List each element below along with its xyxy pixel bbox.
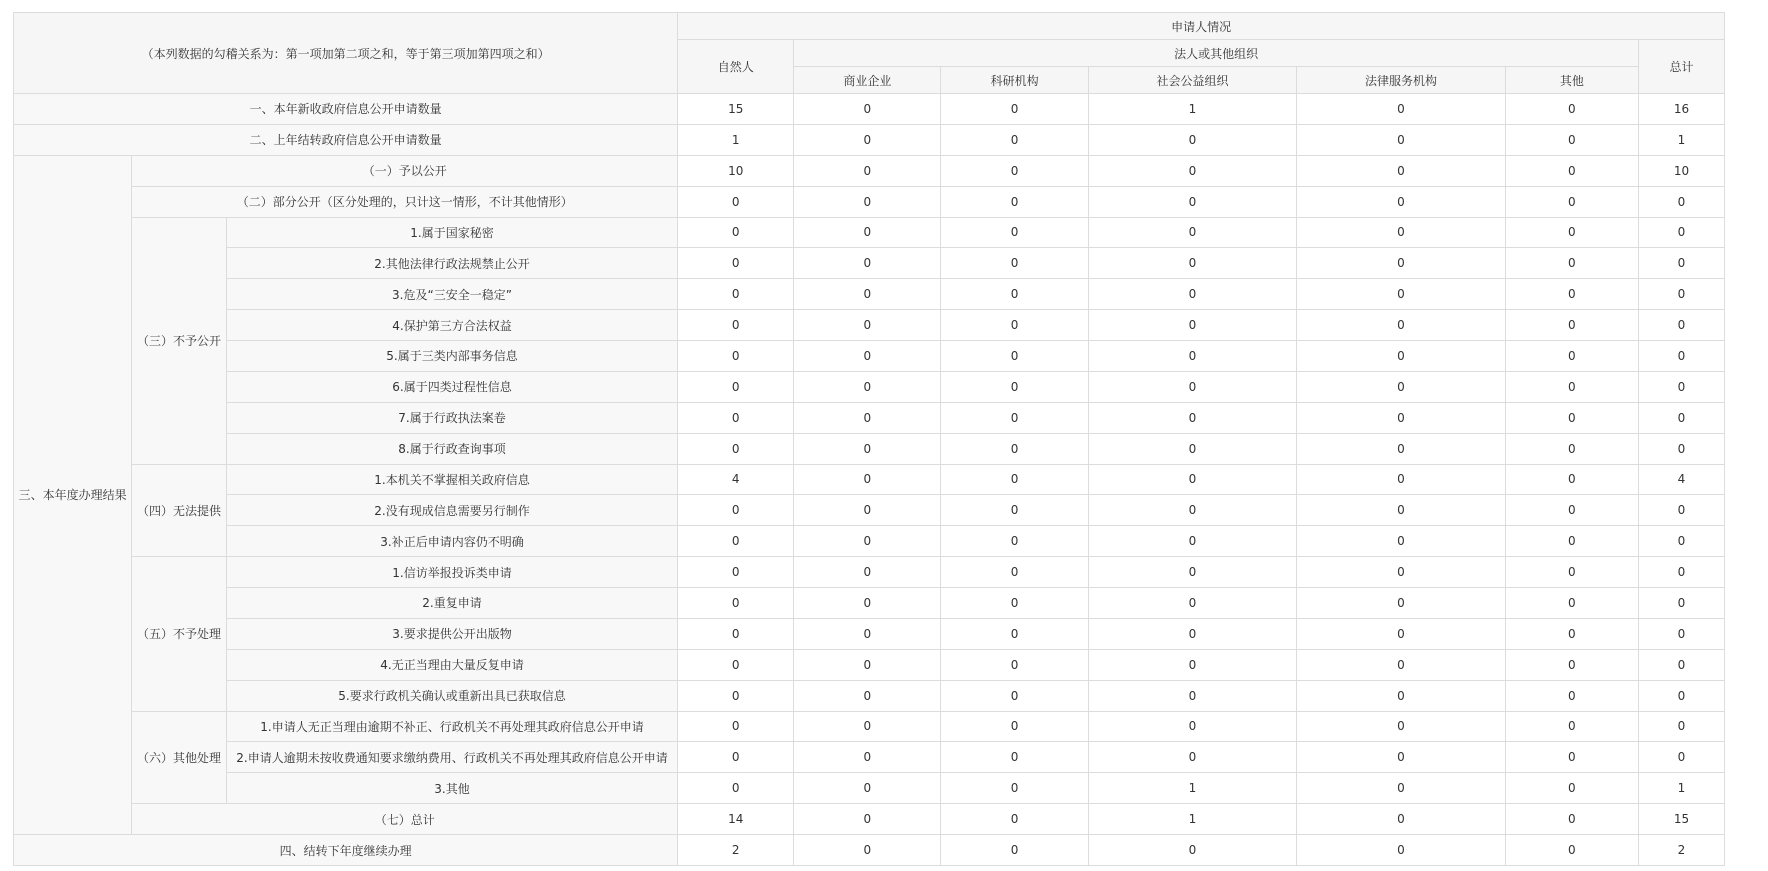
group-other-handling: （六）其他处理 — [132, 711, 227, 804]
value-cell: 1 — [678, 124, 794, 155]
value-cell: 0 — [1088, 248, 1296, 279]
value-cell: 0 — [941, 588, 1088, 619]
table-row — [14, 649, 1725, 680]
value-cell: 0 — [1505, 464, 1638, 495]
value-cell: 0 — [1088, 371, 1296, 402]
value-cell: 2 — [1638, 835, 1724, 866]
header-other: 其他 — [1505, 67, 1638, 94]
row-label: 2.没有现成信息需要另行制作 — [226, 495, 677, 526]
row-label: 3.要求提供公开出版物 — [226, 618, 677, 649]
value-cell: 0 — [794, 371, 941, 402]
value-cell: 0 — [1088, 155, 1296, 186]
row-label: 一、本年新收政府信息公开申请数量 — [14, 94, 678, 125]
value-cell: 0 — [1297, 526, 1505, 557]
value-cell: 0 — [1505, 341, 1638, 372]
value-cell: 0 — [941, 124, 1088, 155]
value-cell: 0 — [1088, 711, 1296, 742]
row-label: 1.申请人无正当理由逾期不补正、行政机关不再处理其政府信息公开申请 — [226, 711, 677, 742]
table-row — [14, 742, 1725, 773]
value-cell: 0 — [1297, 155, 1505, 186]
value-cell: 0 — [941, 217, 1088, 248]
group-annual-result: 三、本年度办理结果 — [14, 155, 132, 834]
value-cell: 0 — [678, 341, 794, 372]
value-cell: 0 — [794, 649, 941, 680]
row-label: 5.属于三类内部事务信息 — [226, 341, 677, 372]
value-cell: 0 — [1638, 618, 1724, 649]
table-header — [14, 13, 1725, 94]
value-cell: 0 — [794, 835, 941, 866]
table-row — [14, 711, 1725, 742]
value-cell: 0 — [1505, 495, 1638, 526]
row-label: 6.属于四类过程性信息 — [226, 371, 677, 402]
value-cell: 0 — [794, 711, 941, 742]
value-cell: 0 — [941, 649, 1088, 680]
value-cell: 1 — [1088, 773, 1296, 804]
value-cell: 0 — [1505, 773, 1638, 804]
value-cell: 0 — [1638, 433, 1724, 464]
value-cell: 0 — [794, 804, 941, 835]
value-cell: 0 — [678, 279, 794, 310]
value-cell: 0 — [1088, 464, 1296, 495]
value-cell: 10 — [1638, 155, 1724, 186]
value-cell: 0 — [1505, 371, 1638, 402]
value-cell: 0 — [794, 186, 941, 217]
value-cell: 0 — [941, 804, 1088, 835]
value-cell: 0 — [1297, 742, 1505, 773]
value-cell: 0 — [1638, 279, 1724, 310]
value-cell: 0 — [1297, 588, 1505, 619]
value-cell: 0 — [678, 742, 794, 773]
table-row — [14, 217, 1725, 248]
table-row — [14, 94, 1725, 125]
value-cell: 0 — [1088, 310, 1296, 341]
value-cell: 0 — [1088, 186, 1296, 217]
value-cell: 0 — [1088, 495, 1296, 526]
value-cell: 0 — [678, 711, 794, 742]
value-cell: 0 — [794, 464, 941, 495]
row-label: 5.要求行政机关确认或重新出具已获取信息 — [226, 680, 677, 711]
value-cell: 0 — [1505, 680, 1638, 711]
value-cell: 0 — [678, 433, 794, 464]
value-cell: 0 — [1297, 186, 1505, 217]
row-label: （二）部分公开（区分处理的，只计这一情形，不计其他情形） — [132, 186, 678, 217]
value-cell: 0 — [794, 217, 941, 248]
value-cell: 0 — [1638, 526, 1724, 557]
value-cell: 0 — [1638, 742, 1724, 773]
value-cell: 0 — [678, 217, 794, 248]
value-cell: 0 — [1505, 279, 1638, 310]
value-cell: 0 — [941, 526, 1088, 557]
table-row — [14, 680, 1725, 711]
value-cell: 0 — [794, 680, 941, 711]
table-row — [14, 310, 1725, 341]
value-cell: 0 — [1297, 279, 1505, 310]
value-cell: 0 — [1638, 495, 1724, 526]
header-legal-person: 法人或其他组织 — [794, 40, 1639, 67]
table-row — [14, 495, 1725, 526]
value-cell: 0 — [1638, 248, 1724, 279]
value-cell: 15 — [678, 94, 794, 125]
value-cell: 0 — [941, 94, 1088, 125]
value-cell: 0 — [1088, 526, 1296, 557]
value-cell: 0 — [1638, 588, 1724, 619]
row-label: 2.其他法律行政法规禁止公开 — [226, 248, 677, 279]
value-cell: 0 — [794, 618, 941, 649]
value-cell: 0 — [941, 835, 1088, 866]
value-cell: 0 — [1088, 649, 1296, 680]
value-cell: 0 — [794, 248, 941, 279]
value-cell: 2 — [678, 835, 794, 866]
value-cell: 0 — [678, 495, 794, 526]
value-cell: 0 — [1638, 341, 1724, 372]
header-applicant: 申请人情况 — [678, 13, 1725, 40]
value-cell: 0 — [678, 557, 794, 588]
value-cell: 0 — [941, 155, 1088, 186]
value-cell: 0 — [1505, 402, 1638, 433]
value-cell: 0 — [1638, 186, 1724, 217]
value-cell: 0 — [794, 742, 941, 773]
table-row — [14, 371, 1725, 402]
value-cell: 0 — [1505, 618, 1638, 649]
value-cell: 0 — [1638, 711, 1724, 742]
value-cell: 0 — [1088, 433, 1296, 464]
value-cell: 14 — [678, 804, 794, 835]
row-label: 1.本机关不掌握相关政府信息 — [226, 464, 677, 495]
value-cell: 0 — [794, 94, 941, 125]
value-cell: 1 — [1088, 94, 1296, 125]
value-cell: 0 — [1088, 124, 1296, 155]
table-row — [14, 124, 1725, 155]
value-cell: 0 — [1297, 217, 1505, 248]
value-cell: 0 — [941, 341, 1088, 372]
value-cell: 0 — [794, 155, 941, 186]
value-cell: 0 — [1505, 248, 1638, 279]
value-cell: 0 — [941, 310, 1088, 341]
table-row — [14, 773, 1725, 804]
value-cell: 0 — [1297, 711, 1505, 742]
value-cell: 0 — [1088, 835, 1296, 866]
row-label: 3.其他 — [226, 773, 677, 804]
value-cell: 0 — [794, 279, 941, 310]
value-cell: 0 — [678, 402, 794, 433]
value-cell: 0 — [941, 371, 1088, 402]
row-label: 4.无正当理由大量反复申请 — [226, 649, 677, 680]
value-cell: 0 — [794, 310, 941, 341]
value-cell: 0 — [1297, 402, 1505, 433]
value-cell: 0 — [941, 402, 1088, 433]
row-label: 二、上年结转政府信息公开申请数量 — [14, 124, 678, 155]
value-cell: 0 — [1505, 557, 1638, 588]
table-row — [14, 588, 1725, 619]
group-unable-to-provide: （四）无法提供 — [132, 464, 227, 557]
value-cell: 0 — [941, 248, 1088, 279]
value-cell: 0 — [1297, 557, 1505, 588]
value-cell: 15 — [1638, 804, 1724, 835]
table-row — [14, 464, 1725, 495]
value-cell: 0 — [1297, 835, 1505, 866]
value-cell: 1 — [1638, 773, 1724, 804]
value-cell: 0 — [1297, 464, 1505, 495]
value-cell: 0 — [941, 711, 1088, 742]
value-cell: 0 — [1638, 649, 1724, 680]
value-cell: 0 — [1505, 742, 1638, 773]
row-label: 1.属于国家秘密 — [226, 217, 677, 248]
value-cell: 1 — [1088, 804, 1296, 835]
value-cell: 0 — [941, 618, 1088, 649]
value-cell: 0 — [1297, 124, 1505, 155]
value-cell: 0 — [1505, 94, 1638, 125]
table-row — [14, 804, 1725, 835]
value-cell: 0 — [1638, 557, 1724, 588]
value-cell: 0 — [678, 618, 794, 649]
value-cell: 0 — [941, 680, 1088, 711]
table-row — [14, 155, 1725, 186]
value-cell: 0 — [678, 773, 794, 804]
value-cell: 0 — [794, 773, 941, 804]
table-row — [14, 186, 1725, 217]
value-cell: 0 — [941, 186, 1088, 217]
value-cell: 0 — [1505, 217, 1638, 248]
value-cell: 0 — [1638, 371, 1724, 402]
value-cell: 0 — [678, 186, 794, 217]
value-cell: 0 — [1505, 155, 1638, 186]
row-label: 1.信访举报投诉类申请 — [226, 557, 677, 588]
row-label: （一）予以公开 — [132, 155, 678, 186]
table-row — [14, 526, 1725, 557]
value-cell: 0 — [1505, 804, 1638, 835]
table-row — [14, 557, 1725, 588]
value-cell: 0 — [1505, 310, 1638, 341]
value-cell: 0 — [678, 588, 794, 619]
value-cell: 0 — [1088, 618, 1296, 649]
value-cell: 0 — [1505, 835, 1638, 866]
value-cell: 0 — [941, 464, 1088, 495]
value-cell: 0 — [1088, 588, 1296, 619]
row-label: 四、结转下年度继续办理 — [14, 835, 678, 866]
value-cell: 1 — [1638, 124, 1724, 155]
value-cell: 0 — [1088, 557, 1296, 588]
table-row — [14, 402, 1725, 433]
value-cell: 0 — [1297, 804, 1505, 835]
value-cell: 0 — [794, 433, 941, 464]
value-cell: 0 — [1505, 588, 1638, 619]
value-cell: 0 — [1297, 649, 1505, 680]
value-cell: 0 — [1638, 680, 1724, 711]
value-cell: 0 — [794, 526, 941, 557]
group-not-disclosed: （三）不予公开 — [132, 217, 227, 464]
table-row — [14, 279, 1725, 310]
value-cell: 0 — [1297, 371, 1505, 402]
value-cell: 0 — [794, 495, 941, 526]
value-cell: 0 — [1505, 186, 1638, 217]
header-research: 科研机构 — [941, 67, 1088, 94]
value-cell: 10 — [678, 155, 794, 186]
header-legal-service: 法律服务机构 — [1297, 67, 1505, 94]
government-info-disclosure-table — [13, 12, 1725, 866]
value-cell: 0 — [1088, 217, 1296, 248]
header-public-welfare: 社会公益组织 — [1088, 67, 1296, 94]
value-cell: 0 — [941, 433, 1088, 464]
value-cell: 0 — [1297, 248, 1505, 279]
header-note: （本列数据的勾稽关系为：第一项加第二项之和，等于第三项加第四项之和） — [14, 13, 678, 94]
value-cell: 0 — [678, 371, 794, 402]
value-cell: 0 — [1297, 94, 1505, 125]
value-cell: 0 — [1088, 341, 1296, 372]
value-cell: 0 — [1297, 341, 1505, 372]
header-commercial: 商业企业 — [794, 67, 941, 94]
value-cell: 0 — [1297, 433, 1505, 464]
value-cell: 0 — [678, 310, 794, 341]
value-cell: 0 — [794, 341, 941, 372]
value-cell: 0 — [1297, 618, 1505, 649]
value-cell: 0 — [1088, 680, 1296, 711]
value-cell: 0 — [1638, 310, 1724, 341]
value-cell: 0 — [678, 680, 794, 711]
value-cell: 0 — [1297, 310, 1505, 341]
value-cell: 0 — [1505, 433, 1638, 464]
value-cell: 0 — [1638, 402, 1724, 433]
value-cell: 0 — [1297, 680, 1505, 711]
value-cell: 0 — [794, 124, 941, 155]
value-cell: 0 — [678, 248, 794, 279]
table-body — [14, 94, 1725, 866]
header-natural-person: 自然人 — [678, 40, 794, 94]
value-cell: 0 — [794, 557, 941, 588]
table-row — [14, 341, 1725, 372]
value-cell: 0 — [1297, 495, 1505, 526]
value-cell: 0 — [1088, 279, 1296, 310]
row-label: （七）总计 — [132, 804, 678, 835]
value-cell: 0 — [941, 279, 1088, 310]
value-cell: 0 — [941, 773, 1088, 804]
value-cell: 0 — [1505, 711, 1638, 742]
table-row — [14, 433, 1725, 464]
value-cell: 0 — [1088, 402, 1296, 433]
value-cell: 0 — [678, 649, 794, 680]
value-cell: 0 — [794, 588, 941, 619]
value-cell: 0 — [1505, 124, 1638, 155]
value-cell: 0 — [1088, 742, 1296, 773]
table-row — [14, 248, 1725, 279]
row-label: 3.补正后申请内容仍不明确 — [226, 526, 677, 557]
value-cell: 0 — [1505, 649, 1638, 680]
value-cell: 0 — [1297, 773, 1505, 804]
table-row — [14, 618, 1725, 649]
row-label: 2.申请人逾期未按收费通知要求缴纳费用、行政机关不再处理其政府信息公开申请 — [226, 742, 677, 773]
row-label: 4.保护第三方合法权益 — [226, 310, 677, 341]
value-cell: 0 — [678, 526, 794, 557]
value-cell: 0 — [1505, 526, 1638, 557]
row-label: 8.属于行政查询事项 — [226, 433, 677, 464]
value-cell: 4 — [1638, 464, 1724, 495]
table-row — [14, 835, 1725, 866]
value-cell: 4 — [678, 464, 794, 495]
value-cell: 0 — [941, 557, 1088, 588]
row-label: 3.危及“三安全一稳定” — [226, 279, 677, 310]
value-cell: 16 — [1638, 94, 1724, 125]
group-not-processed: （五）不予处理 — [132, 557, 227, 711]
value-cell: 0 — [941, 742, 1088, 773]
header-total: 总计 — [1638, 40, 1724, 94]
row-label: 7.属于行政执法案卷 — [226, 402, 677, 433]
value-cell: 0 — [794, 402, 941, 433]
value-cell: 0 — [941, 495, 1088, 526]
row-label: 2.重复申请 — [226, 588, 677, 619]
value-cell: 0 — [1638, 217, 1724, 248]
